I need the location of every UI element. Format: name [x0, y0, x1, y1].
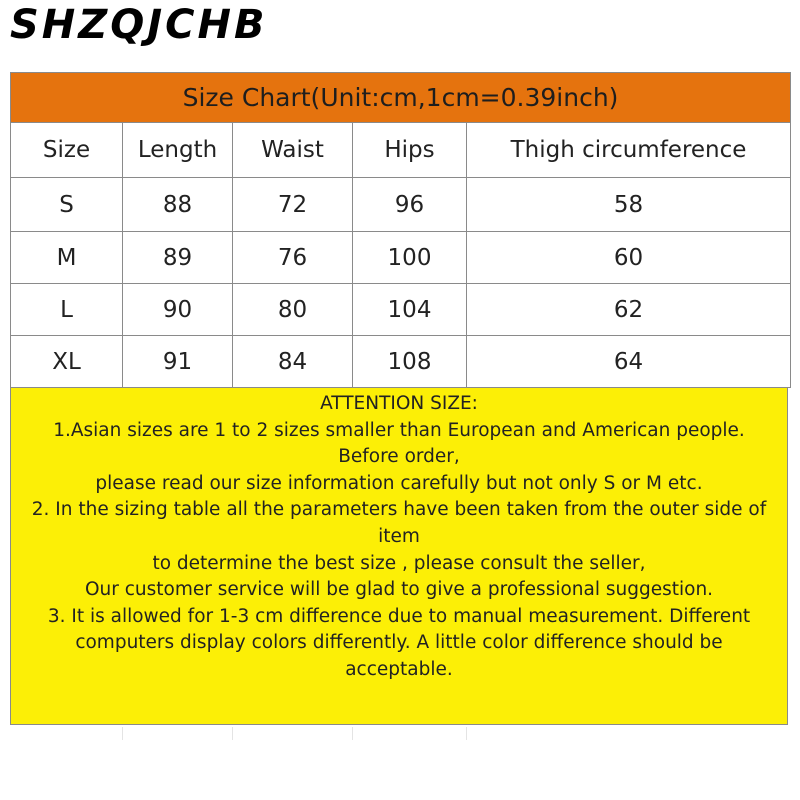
- column-header-thigh: Thigh circumference: [467, 123, 791, 178]
- table-cell: 64: [467, 336, 791, 388]
- table-cell: 96: [353, 178, 467, 232]
- attention-line: 2. In the sizing table all the parameters have been taken from the outer side of item: [31, 499, 767, 547]
- column-header-hips: Hips: [353, 123, 467, 178]
- table-cell: 60: [467, 232, 791, 284]
- table-cell: 108: [353, 336, 467, 388]
- attention-line: to determine the best size , please consult the seller,: [152, 552, 646, 574]
- table-cell: 58: [467, 178, 791, 232]
- size-chart-table: [10, 72, 791, 388]
- attention-line: please read our size information carefully but not only S or M etc.: [95, 472, 703, 494]
- size-chart-title-row: [11, 73, 791, 123]
- column-header-size: Size: [11, 123, 123, 178]
- table-cell: 100: [353, 232, 467, 284]
- table-row: [11, 232, 791, 284]
- column-header-length: Length: [123, 123, 233, 178]
- table-row: [11, 178, 791, 232]
- table-cell: 76: [233, 232, 353, 284]
- table-row: [11, 336, 791, 388]
- brand-logo-text: SHZQJCHB: [10, 2, 268, 48]
- table-cell: 62: [467, 284, 791, 336]
- attention-line: Our customer service will be glad to give a professional suggestion.: [84, 579, 714, 601]
- table-cell: XL: [11, 336, 123, 388]
- faint-grid-lines: [10, 727, 790, 740]
- table-cell: 88: [123, 178, 233, 232]
- attention-heading: ATTENTION SIZE:: [320, 393, 478, 414]
- attention-line: 1.Asian sizes are 1 to 2 sizes smaller than European and American people. Before order,: [53, 419, 745, 468]
- table-cell: 90: [123, 284, 233, 336]
- table-cell: M: [11, 232, 123, 284]
- table-row: [11, 284, 791, 336]
- column-header-waist: Waist: [233, 123, 353, 178]
- table-cell: 80: [233, 284, 353, 336]
- table-cell: 104: [353, 284, 467, 336]
- attention-notes: [10, 387, 788, 725]
- attention-line: 3. It is allowed for 1-3 cm difference due to manual measurement. Different: [47, 605, 751, 627]
- table-cell: 72: [233, 178, 353, 232]
- table-cell: L: [11, 284, 123, 336]
- size-chart-title: Size Chart(Unit:cm,1cm=0.39inch): [11, 73, 791, 123]
- table-cell: 89: [123, 232, 233, 284]
- table-cell: 91: [123, 336, 233, 388]
- size-chart-sheet: [10, 72, 790, 740]
- table-header-row: [11, 123, 791, 178]
- table-cell: S: [11, 178, 123, 232]
- table-cell: 84: [233, 336, 353, 388]
- attention-line: computers display colors differently. A little color difference should be acceptable.: [75, 632, 723, 680]
